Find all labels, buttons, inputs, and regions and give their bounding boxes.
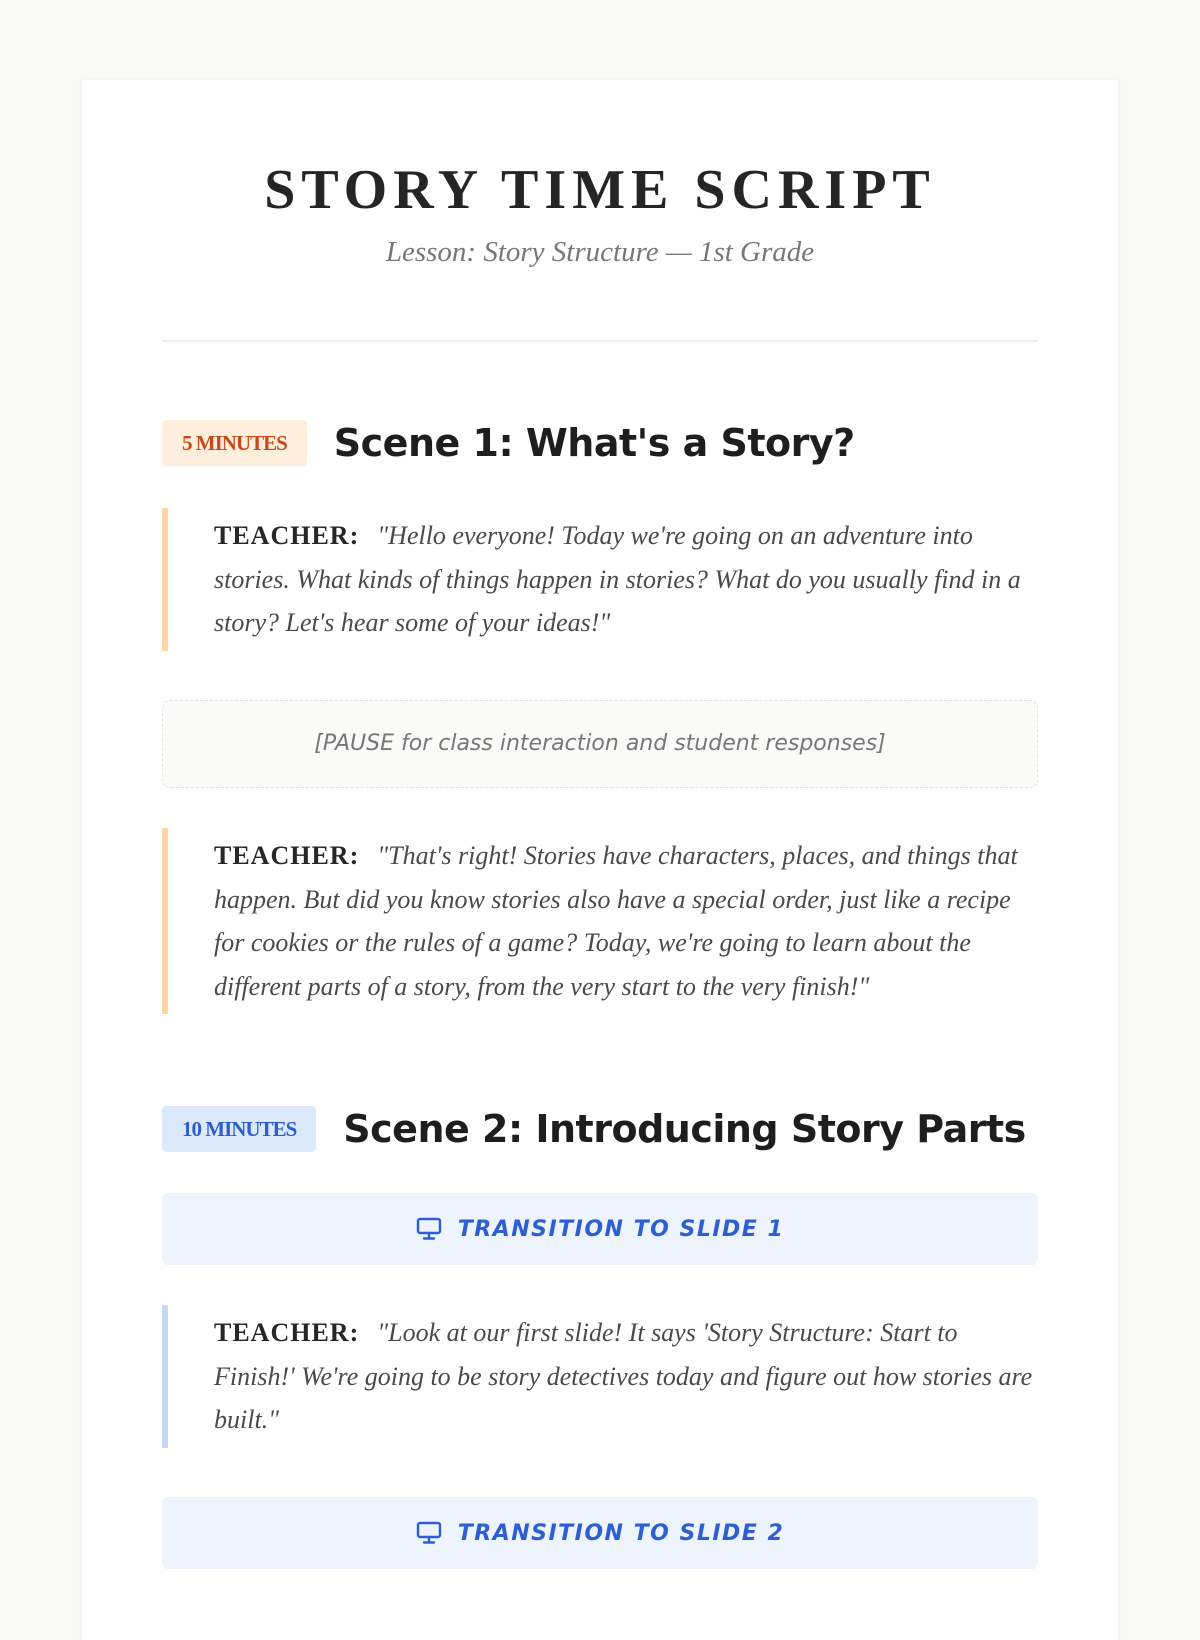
speaker-label: TEACHER: [214, 841, 360, 870]
scene-1-dialogue-2 [162, 828, 1038, 1014]
scene-2-title: Scene 2: Introducing Story Parts [343, 1107, 1026, 1151]
dialogue-text: "Look at our first slide! It says 'Story Structure: Start to Finish!' We're going to be story detectives today and figure out how stories are built." [214, 1318, 1033, 1434]
transition-slide-1 [162, 1193, 1038, 1265]
scene-2-duration-badge: 10 MINUTES [162, 1106, 316, 1152]
pause-note: [PAUSE for class interaction and student responses] [162, 700, 1038, 788]
transition-label: TRANSITION TO SLIDE 2 [457, 1520, 785, 1546]
scene-1-duration-badge: 5 MINUTES [162, 420, 307, 466]
header-divider [162, 340, 1038, 342]
monitor-icon [416, 1217, 442, 1241]
script-card [82, 80, 1118, 1640]
scene-2-dialogue-1 [162, 1305, 1038, 1448]
scene-1-dialogue-1 [162, 508, 1038, 651]
speaker-label: TEACHER: [214, 1318, 360, 1347]
dialogue-text: "That's right! Stories have characters, places, and things that happen. But did you know stories also have a special order, just like a recipe for cookies or the rules of a game? Today, we're going to learn about the different parts of a story, from the very start to the very finish!" [214, 841, 1018, 1001]
dialogue-text: "Hello everyone! Today we're going on an adventure into stories. What kinds of things happen in stories? What do you usually find in a story? Let's hear some of your ideas!" [214, 521, 1021, 637]
scene-1-header [162, 420, 855, 466]
scene-1-title: Scene 1: What's a Story? [333, 421, 855, 465]
scene-2-header [162, 1106, 1026, 1152]
transition-label: TRANSITION TO SLIDE 1 [457, 1216, 785, 1242]
transition-slide-2 [162, 1497, 1038, 1569]
script-header [82, 80, 1118, 270]
page-subtitle: Lesson: Story Structure — 1st Grade [385, 236, 815, 268]
speaker-label: TEACHER: [214, 521, 360, 550]
page-title: STORY TIME SCRIPT [264, 159, 936, 221]
monitor-icon [416, 1521, 442, 1545]
